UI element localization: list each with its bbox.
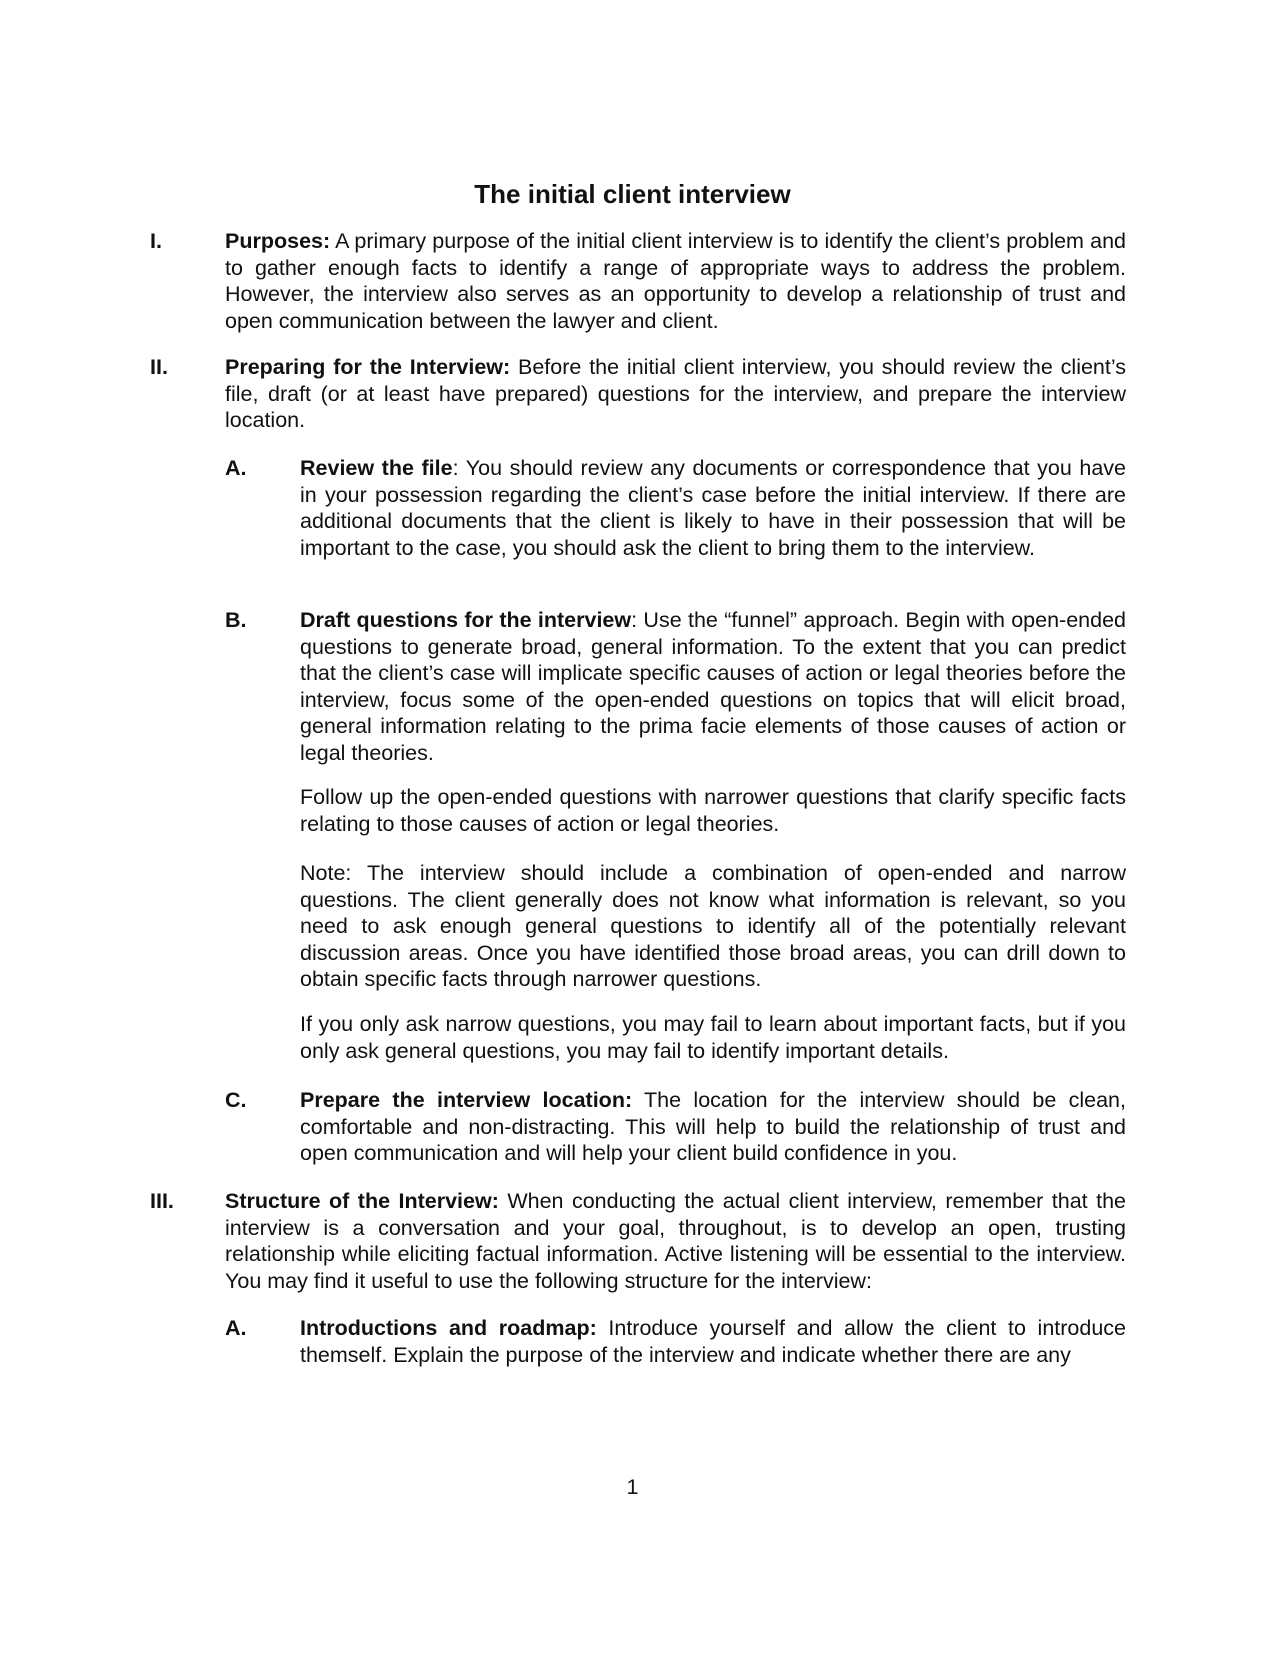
- item-body: : Use the “funnel” approach. Begin with open-ended questions to generate broad, general information. To the extent that you can predict that the client’s case will implicate specific causes of action or legal theories before the interview, focus some of the open-ended questions on topics that will elicit broad, general information relating to the prima facie elements of those causes of action or legal theories.: [300, 608, 1127, 765]
- section-purposes-text: [225, 228, 1126, 334]
- section-body: When conducting the actual client interview, remember that the interview is a conversation and your goal, throughout, is to develop an open, trusting relationship while eliciting factual information. Active listening will be essential to the interview. You may find it useful to use the following structure for the interview:: [225, 1189, 1126, 1293]
- item-body: The location for the interview should be clean, comfortable and non-distracting. This will help to build the relationship of trust and open communication and will help your client build confidence in you.: [300, 1088, 1126, 1165]
- item-body: : You should review any documents or correspondence that you have in your possession regarding the client’s case before the initial interview. If there are additional documents that the client is likely to have in their possession that will be important to the case, you should ask the client to bring them to the interview.: [300, 456, 1126, 560]
- item-paragraph: Follow up the open-ended questions with narrower questions that clarify specific facts relating to those causes of action or legal theories.: [300, 785, 1126, 836]
- section-numeral: III.: [150, 1189, 174, 1213]
- section-structure-text: [225, 1188, 1126, 1294]
- item-text: [300, 1087, 1126, 1167]
- section-numeral: I.: [150, 229, 162, 253]
- section-preparing-text: [225, 354, 1126, 434]
- item-paragraph: If you only ask narrow questions, you may fail to learn about important facts, but if you only ask general questions, you may fail to identify important details.: [300, 1012, 1126, 1063]
- page-number: 1: [626, 1475, 639, 1499]
- item-heading: Prepare the interview location:: [300, 1088, 633, 1112]
- section-heading: Purposes:: [225, 229, 331, 253]
- item-heading: Introductions and roadmap:: [300, 1316, 597, 1340]
- item-body: Introduce yourself and allow the client to introduce themself. Explain the purpose of the interview and indicate whether there are any: [300, 1316, 1126, 1367]
- item-letter: A.: [225, 456, 247, 480]
- item-heading: Review the file: [300, 456, 453, 480]
- item-text: [300, 455, 1126, 561]
- item-paragraph: Note: The interview should include a combination of open-ended and narrow questions. The client generally does not know what information is relevant, so you need to ask enough general questions to identify all of the potentially relevant discussion areas. Once you have identified those broad areas, you can drill down to obtain specific facts through narrower questions.: [300, 861, 1126, 991]
- section-body: Before the initial client interview, you should review the client’s file, draft (or at least have prepared) questions for the interview, and prepare the interview location.: [225, 355, 1127, 432]
- section-numeral: II.: [150, 355, 168, 379]
- section-heading: Structure of the Interview:: [225, 1189, 499, 1213]
- item-letter: A.: [225, 1316, 247, 1340]
- page-title: The initial client interview: [474, 179, 791, 209]
- item-letter: B.: [225, 608, 247, 632]
- section-body: A primary purpose of the initial client interview is to identify the client’s problem and to gather enough facts to identify a range of appropriate ways to address the problem. However, the interview also serves as an opportunity to develop a relationship of trust and open communication between the lawyer and client.: [225, 229, 1126, 333]
- item-text: [300, 1315, 1126, 1368]
- item-heading: Draft questions for the interview: [300, 608, 632, 632]
- item-text: [300, 607, 1126, 766]
- section-heading: Preparing for the Interview:: [225, 355, 511, 379]
- item-letter: C.: [225, 1088, 247, 1112]
